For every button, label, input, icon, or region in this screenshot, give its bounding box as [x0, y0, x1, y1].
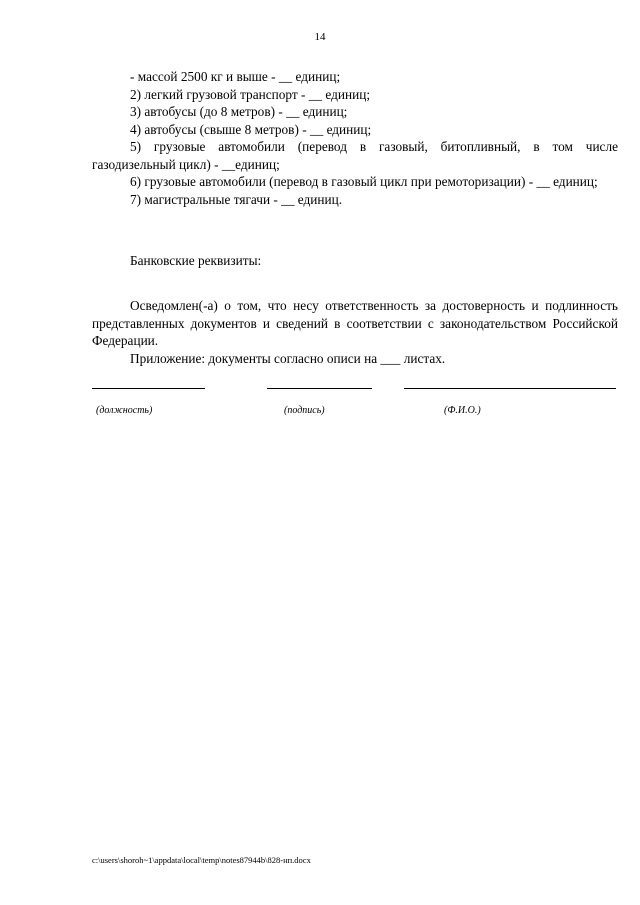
signature-labels	[92, 405, 618, 419]
list-item: 3) автобусы (до 8 метров) - __ единиц;	[130, 104, 348, 119]
list-item: 5) грузовые автомобили (перевод в газовый, битопливный, в том числе газодизельный цикл) - __единиц;	[92, 139, 618, 172]
list-item: 4) автобусы (свыше 8 метров) - __ единиц;	[130, 121, 372, 137]
name-label: (Ф.И.О.)	[444, 405, 481, 416]
page-number: 14	[314, 31, 326, 43]
list-item: 7) магистральные тягачи - __ единиц.	[130, 191, 343, 207]
vehicle-list	[92, 68, 618, 208]
list-item: 6) грузовые автомобили (перевод в газовый цикл при ремоторизации) - __ единиц;	[130, 174, 598, 189]
signature-line	[267, 380, 372, 389]
attachment-note: Приложение: документы согласно описи на ___ листах.	[130, 350, 446, 366]
position-line	[92, 380, 205, 389]
signature-label: (подпись)	[284, 405, 325, 416]
bank-details-heading: Банковские реквизиты:	[130, 253, 262, 268]
responsibility-notice: Осведомлен(-а) о том, что несу ответственность за достоверность и подлинность представленных документов и сведений в соответствии с законодательством Российской Федерации.	[92, 298, 618, 348]
signature-lines	[92, 380, 618, 392]
position-label: (должность)	[96, 405, 153, 416]
footer-file-path: c:\users\shoroh~1\appdata\local\temp\notes87944b\828-нп.docx	[92, 855, 311, 865]
list-item: 2) легкий грузовой транспорт - __ единиц;	[130, 86, 371, 102]
name-line	[404, 380, 616, 389]
notice-block	[92, 297, 618, 367]
list-item: - массой 2500 кг и выше - __ единиц;	[130, 69, 341, 84]
